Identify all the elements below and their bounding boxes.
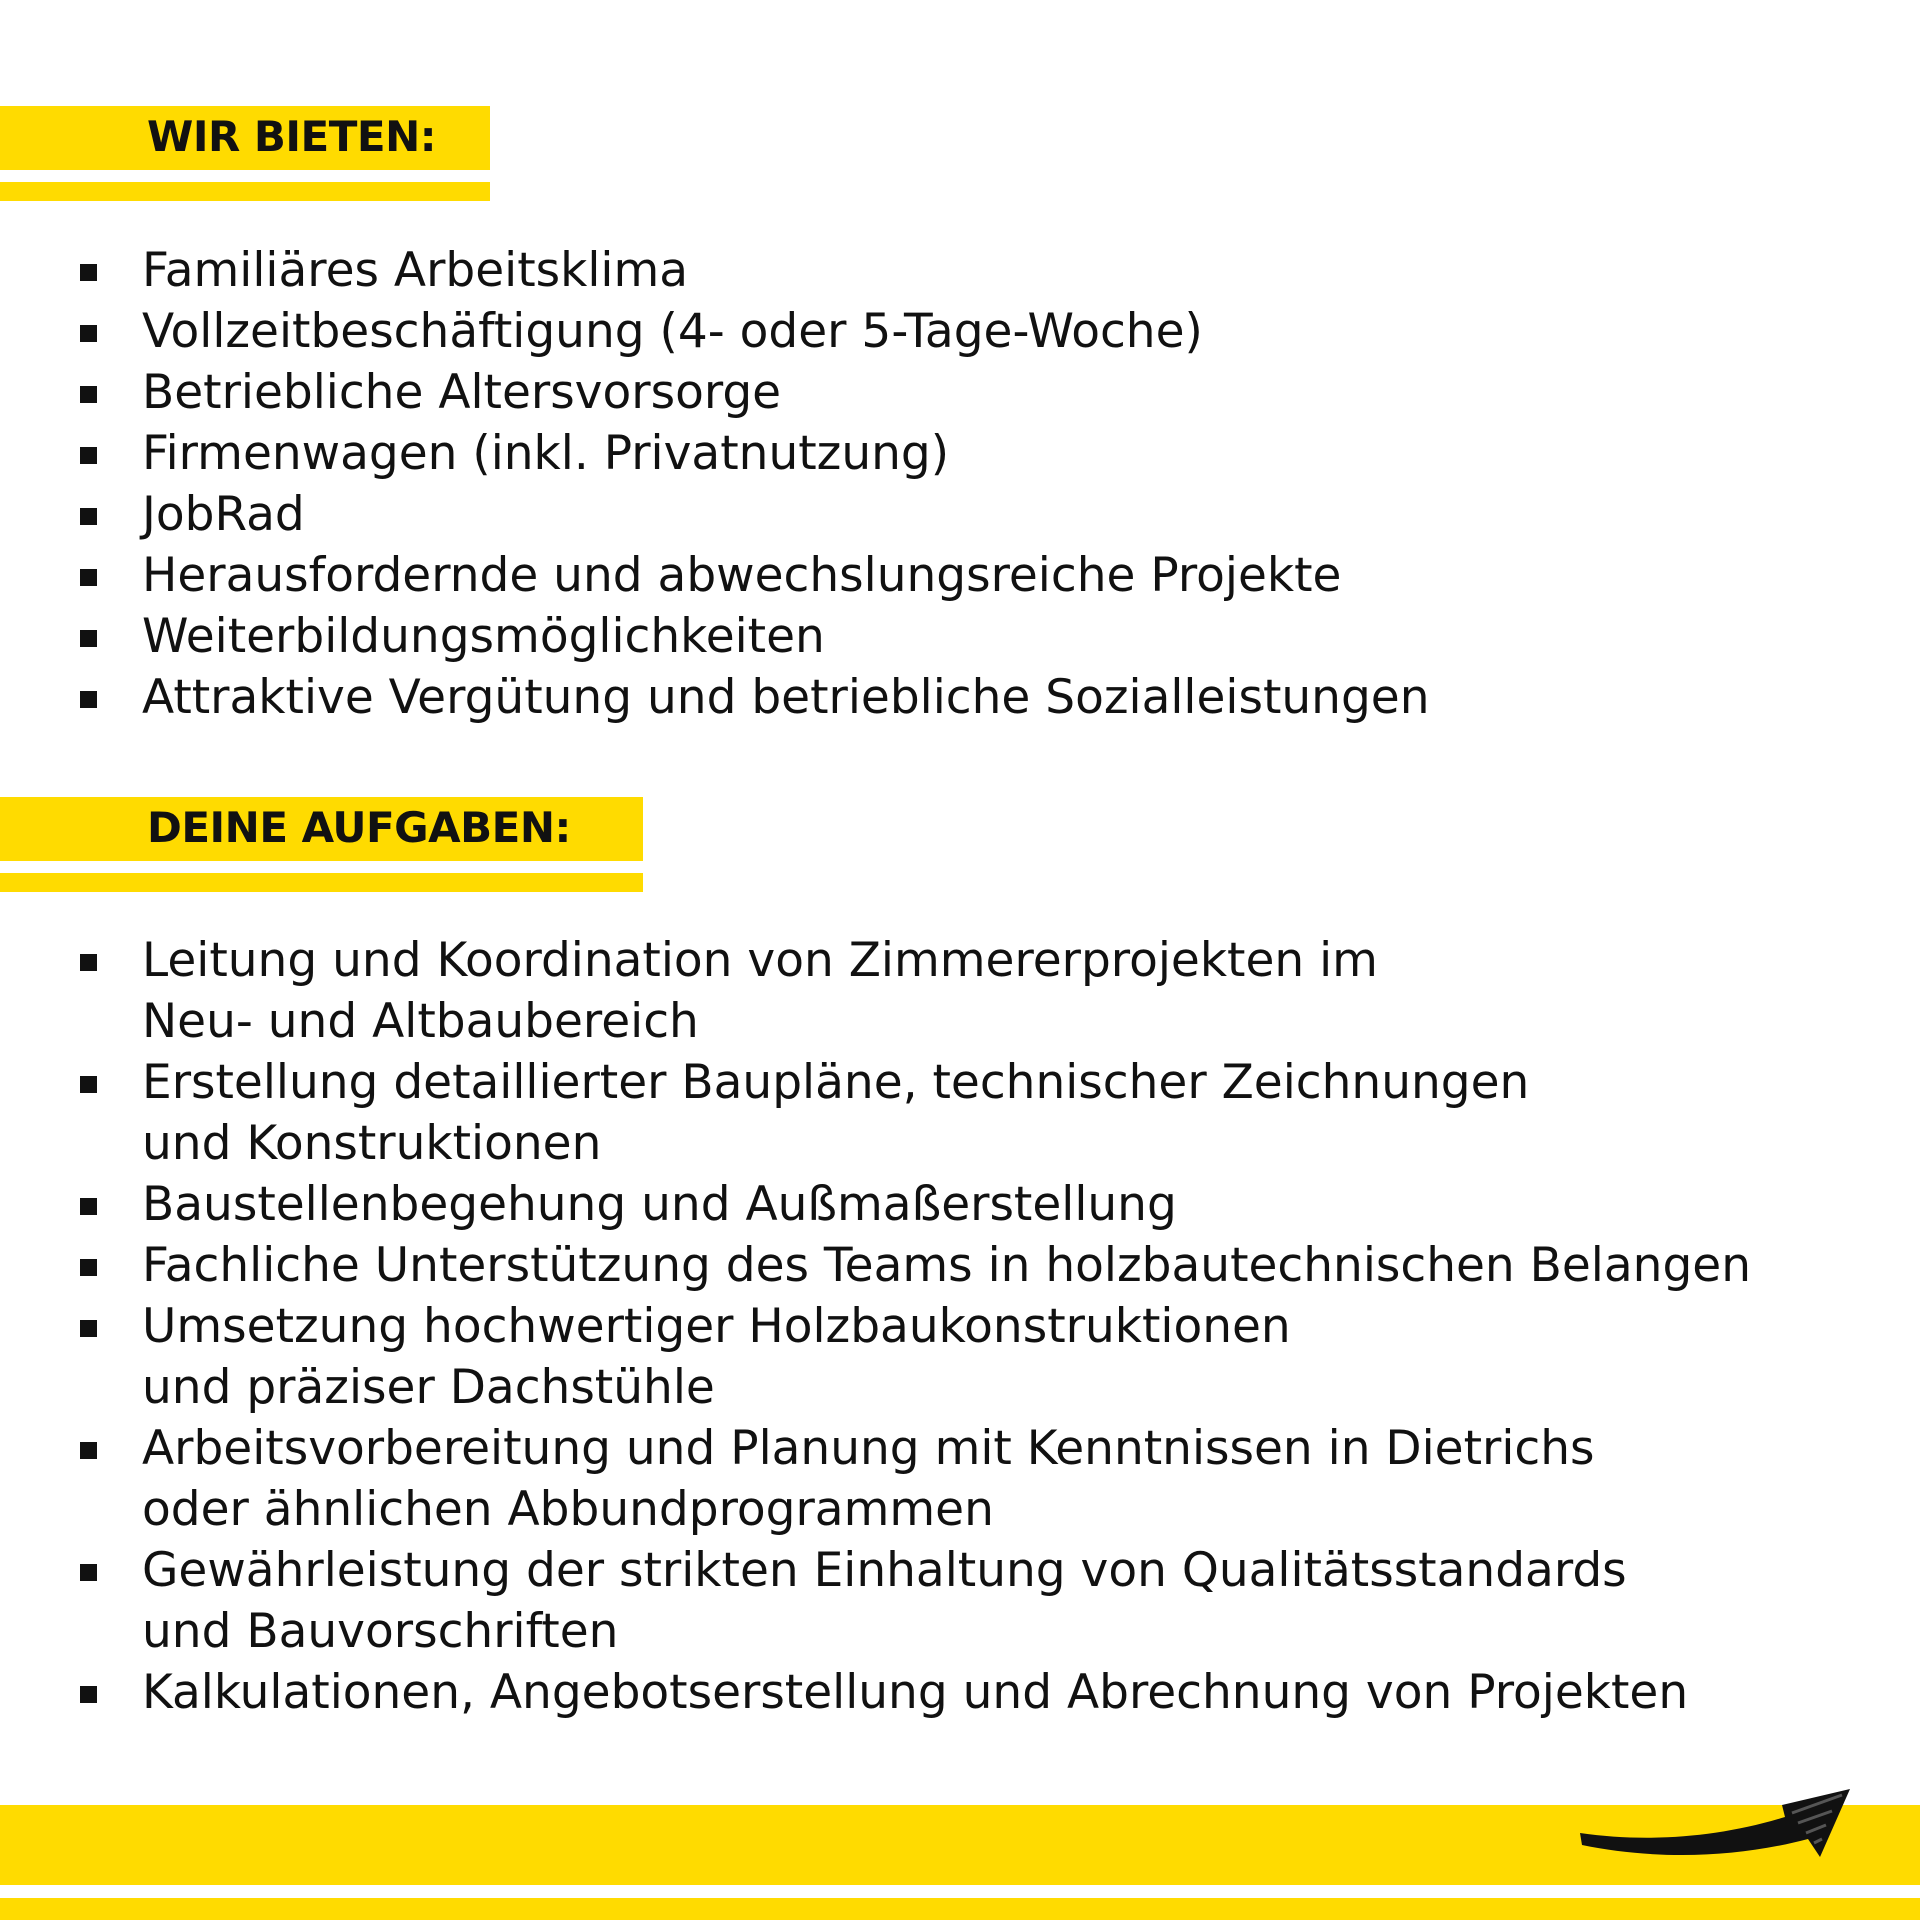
- list-item-text: Fachliche Unterstützung des Teams in holzbautechnischen Belangen: [142, 1238, 1751, 1293]
- square-bullet-icon: [80, 954, 97, 971]
- list-item: [0, 606, 1430, 667]
- heading-underline-bar: [0, 182, 490, 201]
- list-item: [0, 240, 1430, 301]
- arrow-right-icon[interactable]: [1570, 1765, 1870, 1865]
- list-item-text: Vollzeitbeschäftigung (4- oder 5-Tage-Woche): [142, 304, 1203, 359]
- list-item-text: Leitung und Koordination von Zimmererprojekten im: [142, 933, 1378, 988]
- list-item-text: Attraktive Vergütung und betriebliche Sozialleistungen: [142, 670, 1430, 725]
- list-item: [0, 484, 1430, 545]
- list-item-text: JobRad: [142, 487, 305, 542]
- list-item-text: Neu- und Altbaubereich: [142, 994, 699, 1049]
- heading-underline-bar: [0, 873, 643, 892]
- square-bullet-icon: [80, 1198, 97, 1215]
- square-bullet-icon: [80, 1259, 97, 1276]
- list-item-text: Herausfordernde und abwechslungsreiche Projekte: [142, 548, 1342, 603]
- list-item: [0, 545, 1430, 606]
- list-item-text: Erstellung detaillierter Baupläne, technischer Zeichnungen: [142, 1055, 1530, 1110]
- list-item: [0, 362, 1430, 423]
- list-item-text: Familiäres Arbeitsklima: [142, 243, 689, 298]
- list-item: [0, 1662, 1751, 1723]
- list-item-text: Umsetzung hochwertiger Holzbaukonstruktionen: [142, 1299, 1291, 1354]
- list-item-text: Arbeitsvorbereitung und Planung mit Kenntnissen in Dietrichs: [142, 1421, 1595, 1476]
- list-item: [0, 1540, 1751, 1662]
- list-item-text: und Konstruktionen: [142, 1116, 602, 1171]
- list-item: [0, 1174, 1751, 1235]
- list-item-text: Weiterbildungsmöglichkeiten: [142, 609, 825, 664]
- tasks-heading: DEINE AUFGABEN:: [147, 803, 571, 852]
- list-item-text: Betriebliche Altersvorsorge: [142, 365, 782, 420]
- list-item: [0, 930, 1751, 1052]
- list-item: [0, 1052, 1751, 1174]
- square-bullet-icon: [80, 1320, 97, 1337]
- square-bullet-icon: [80, 508, 97, 525]
- list-item: [0, 423, 1430, 484]
- list-item: [0, 667, 1430, 728]
- list-item-text: Kalkulationen, Angebotserstellung und Abrechnung von Projekten: [142, 1665, 1689, 1720]
- list-item-text: und präziser Dachstühle: [142, 1360, 715, 1415]
- list-item-text: Gewährleistung der strikten Einhaltung von Qualitätsstandards: [142, 1543, 1627, 1598]
- square-bullet-icon: [80, 630, 97, 647]
- list-item: [0, 301, 1430, 362]
- square-bullet-icon: [80, 1076, 97, 1093]
- square-bullet-icon: [80, 447, 97, 464]
- square-bullet-icon: [80, 1442, 97, 1459]
- square-bullet-icon: [80, 1564, 97, 1581]
- list-item: [0, 1235, 1751, 1296]
- offer-heading: WIR BIETEN:: [147, 112, 437, 161]
- list-item: [0, 1418, 1751, 1540]
- footer-line: [0, 1898, 1920, 1920]
- square-bullet-icon: [80, 325, 97, 342]
- list-item-text: und Bauvorschriften: [142, 1604, 619, 1659]
- list-item: [0, 1296, 1751, 1418]
- tasks-list: [0, 930, 1751, 1723]
- square-bullet-icon: [80, 569, 97, 586]
- square-bullet-icon: [80, 264, 97, 281]
- list-item-text: Firmenwagen (inkl. Privatnutzung): [142, 426, 950, 481]
- square-bullet-icon: [80, 386, 97, 403]
- square-bullet-icon: [80, 691, 97, 708]
- list-item-text: Baustellenbegehung und Außmaßerstellung: [142, 1177, 1177, 1232]
- list-item-text: oder ähnlichen Abbundprogrammen: [142, 1482, 994, 1537]
- offer-list: [0, 240, 1430, 728]
- square-bullet-icon: [80, 1686, 97, 1703]
